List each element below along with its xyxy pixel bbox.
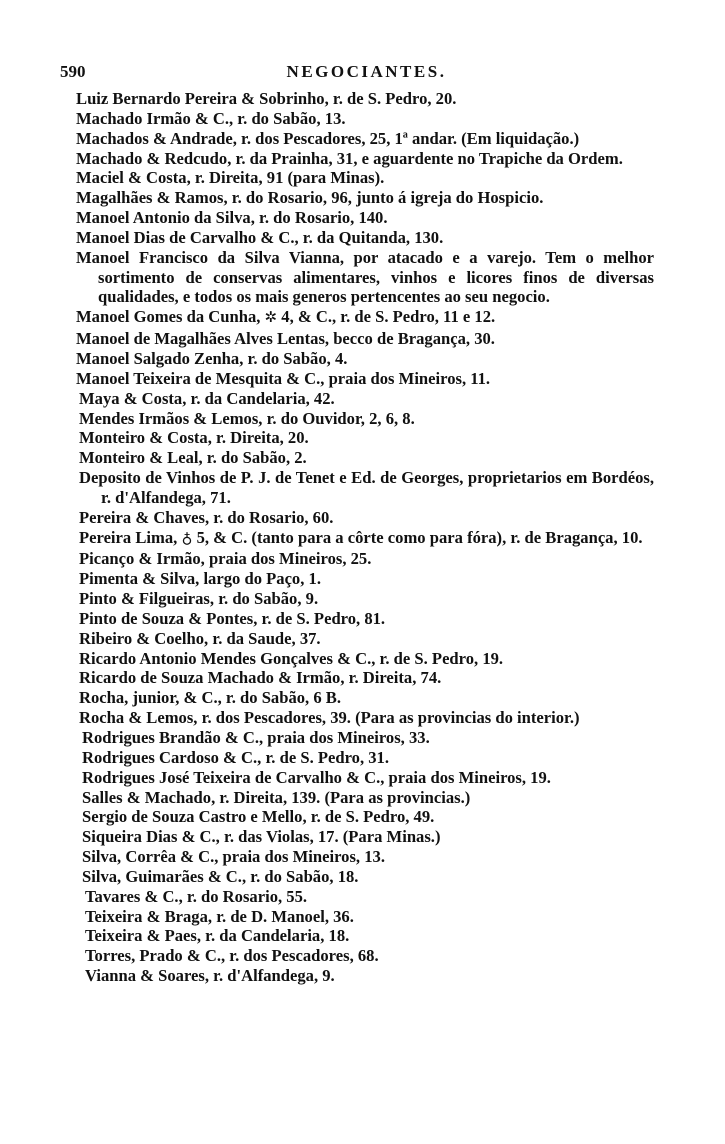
- merchant-entry: Machado Irmão & C., r. do Sabão, 13.: [76, 108, 346, 128]
- running-head: NEGOCIANTES.: [286, 62, 447, 81]
- merchant-entry: Ribeiro & Coelho, r. da Saude, 37.: [79, 628, 321, 648]
- merchant-entry: Mendes Irmãos & Lemos, r. do Ouvidor, 2, 6, 8.: [79, 408, 415, 428]
- order-insignia-icon: ♁: [181, 530, 193, 547]
- entry-text-after: 4, & C., r. de S. Pedro, 11 e 12.: [277, 307, 496, 327]
- merchant-entry: Salles & Machado, r. Direita, 139. (Para as provincias.): [82, 787, 471, 807]
- merchant-entry: Manoel Salgado Zenha, r. do Sabão, 4.: [76, 348, 348, 368]
- merchant-entry: Maya & Costa, r. da Candelaria, 42.: [79, 388, 335, 408]
- merchant-entry: Manoel Francisco da Silva Vianna, por atacado e a varejo. Tem o melhor sortimento de conservas alimentares, vinhos e licores finos de diversas qualidades, e todos os mais generos pertencentes ao seu negocio.: [76, 247, 654, 307]
- merchant-entry: Picanço & Irmão, praia dos Mineiros, 25.: [79, 549, 372, 569]
- merchant-entry: Monteiro & Costa, r. Direita, 20.: [79, 428, 309, 448]
- merchant-entry: Magalhães & Ramos, r. do Rosario, 96, junto á igreja do Hospicio.: [76, 188, 544, 208]
- merchant-entry: Pinto & Filgueiras, r. do Sabão, 9.: [79, 589, 319, 609]
- merchant-entry: Torres, Prado & C., r. dos Pescadores, 68.: [85, 946, 379, 966]
- merchant-entry: [76, 307, 654, 329]
- merchant-entry: Pimenta & Silva, largo do Paço, 1.: [79, 569, 321, 589]
- merchant-entry: Manoel Teixeira de Mesquita & C., praia dos Mineiros, 11.: [76, 368, 491, 388]
- merchant-entry: Machado & Redcudo, r. da Prainha, 31, e aguardente no Trapiche da Ordem.: [76, 148, 623, 168]
- merchant-entry: Siqueira Dias & C., r. das Violas, 17. (Para Minas.): [82, 827, 441, 847]
- merchant-entry: Teixeira & Braga, r. de D. Manoel, 36.: [85, 906, 354, 926]
- merchant-entry: Manoel Antonio da Silva, r. do Rosario, 140.: [76, 208, 388, 228]
- merchant-entry: Vianna & Soares, r. d'Alfandega, 9.: [85, 966, 335, 986]
- merchant-entry: Tavares & C., r. do Rosario, 55.: [85, 886, 308, 906]
- merchant-list: [76, 89, 654, 986]
- merchant-entry: Ricardo Antonio Mendes Gonçalves & C., r. de S. Pedro, 19.: [79, 648, 504, 668]
- merchant-entry: Pereira & Chaves, r. do Rosario, 60.: [79, 507, 334, 527]
- merchant-entry: Rocha, junior, & C., r. do Sabão, 6 B.: [79, 688, 342, 708]
- merchant-entry: Luiz Bernardo Pereira & Sobrinho, r. de S. Pedro, 20.: [76, 89, 457, 108]
- merchant-entry: Sergio de Souza Castro e Mello, r. de S. Pedro, 49.: [82, 807, 435, 827]
- merchant-entry: Teixeira & Paes, r. da Candelaria, 18.: [85, 926, 350, 946]
- merchant-entry: Deposito de Vinhos de P. J. de Tenet e Ed. de Georges, proprietarios em Bordéos, r. d'Alfandega, 71.: [79, 468, 654, 507]
- page-number: 590: [60, 62, 86, 81]
- entry-text-after: 5, & C. (tanto para a côrte como para fóra), r. de Bragança, 10.: [192, 527, 643, 547]
- order-insignia-icon: ✲: [264, 310, 278, 327]
- merchant-entry: Monteiro & Leal, r. do Sabão, 2.: [79, 448, 307, 468]
- merchant-entry: Maciel & Costa, r. Direita, 91 (para Minas).: [76, 168, 385, 188]
- merchant-entry: Machados & Andrade, r. dos Pescadores, 25, 1ª andar. (Em liquidação.): [76, 128, 580, 148]
- merchant-entry: Rodrigues Brandão & C., praia dos Mineiros, 33.: [82, 728, 430, 747]
- entry-text-before: Pereira Lima,: [79, 527, 182, 547]
- merchant-entry: Rodrigues José Teixeira de Carvalho & C., praia dos Mineiros, 19.: [82, 767, 551, 787]
- merchant-entry: Pinto de Souza & Pontes, r. de S. Pedro, 81.: [79, 608, 386, 628]
- merchant-entry: [79, 528, 654, 550]
- merchant-entry: Rodrigues Cardoso & C., r. de S. Pedro, 31.: [82, 747, 389, 767]
- merchant-entry: Silva, Guimarães & C., r. do Sabão, 18.: [82, 866, 359, 886]
- merchant-entry: Manoel Dias de Carvalho & C., r. da Quitanda, 130.: [76, 227, 444, 247]
- entry-text-before: Manoel Gomes da Cunha,: [76, 307, 265, 327]
- merchant-entry: Silva, Corrêa & C., praia dos Mineiros, 13.: [82, 847, 385, 867]
- merchant-entry: Manoel de Magalhães Alves Lentas, becco de Bragança, 30.: [76, 329, 495, 349]
- merchant-entry: Ricardo de Souza Machado & Irmão, r. Direita, 74.: [79, 668, 442, 688]
- merchant-entry: Rocha & Lemos, r. dos Pescadores, 39. (Para as provincias do interior.): [79, 708, 580, 728]
